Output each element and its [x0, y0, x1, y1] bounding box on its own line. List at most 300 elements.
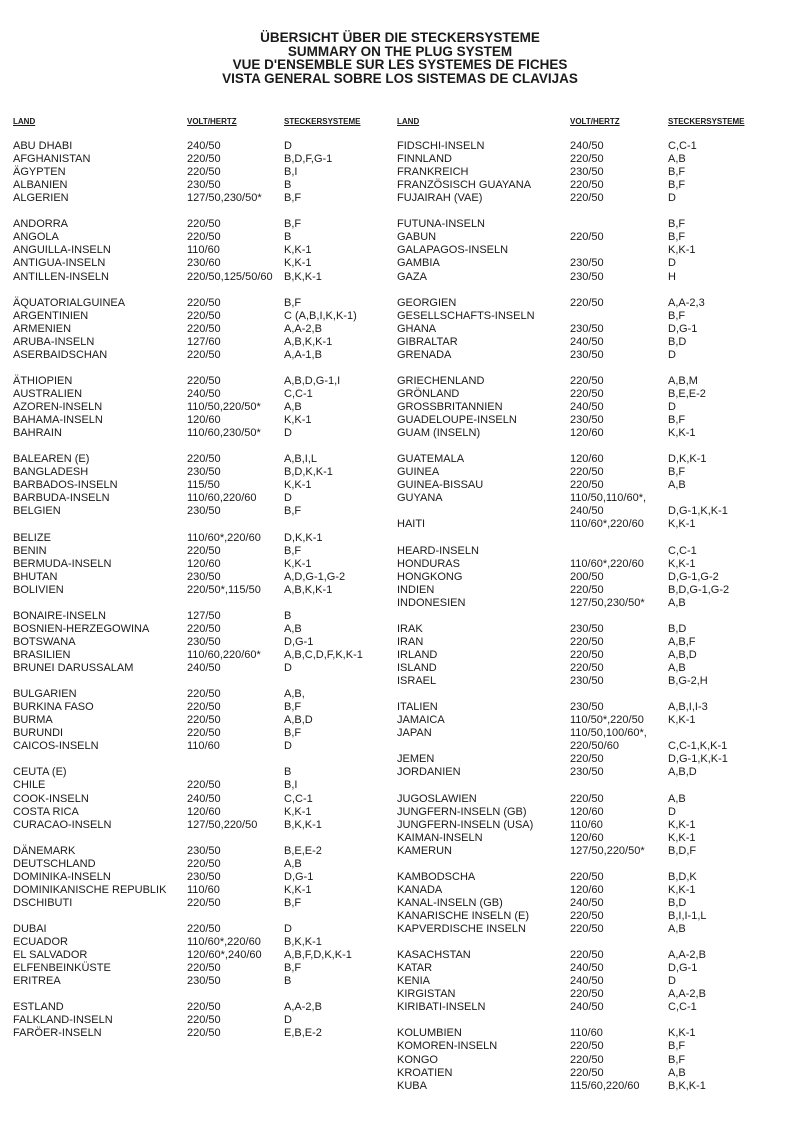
plug-systems: H [668, 270, 676, 283]
voltage-frequency: 110/60 [187, 244, 220, 257]
table-row [0, 740, 800, 753]
voltage-frequency: 220/50 [570, 179, 604, 192]
voltage-frequency: 110/50,100/60*, [570, 727, 647, 740]
plug-systems: E,B,E-2 [284, 1027, 322, 1040]
country-name: BURUNDI [13, 727, 64, 740]
table-row [0, 310, 800, 323]
table-row [0, 140, 800, 153]
voltage-frequency: 120/60 [187, 414, 221, 427]
plug-systems: A,B,D [284, 714, 313, 727]
voltage-frequency: 220/50 [570, 583, 604, 596]
voltage-frequency: 230/60 [187, 257, 221, 270]
plug-systems: A,B [668, 923, 686, 935]
country-name: KOMOREN-INSELN [397, 1040, 498, 1053]
plug-systems: A,B,K,K-1 [284, 335, 333, 348]
country-name: GRENADA [397, 348, 452, 361]
table-row [0, 571, 800, 584]
plug-systems: B,G-2,H [668, 675, 708, 688]
voltage-frequency: 230/50 [570, 701, 604, 714]
country-name: KASACHSTAN [397, 949, 471, 962]
plug-systems: D,G-1,G-2 [668, 570, 719, 583]
plug-systems: A,A-2,B [668, 949, 706, 962]
table-row [0, 793, 800, 806]
plug-systems: B,F [668, 1053, 686, 1066]
plug-systems: A,B [284, 622, 302, 635]
table-row [0, 558, 800, 571]
voltage-frequency: 220/50 [187, 1027, 221, 1040]
plug-systems: A,B [668, 662, 686, 674]
voltage-frequency: 230/50 [187, 870, 221, 883]
country-name: DÄNEMARK [13, 844, 76, 857]
plug-systems: B [284, 609, 292, 622]
country-name: GHANA [397, 322, 437, 335]
plug-systems: B,D,G-1,G-2 [668, 583, 730, 596]
plug-systems: A,B [668, 153, 686, 166]
plug-systems: A,B [668, 596, 686, 609]
country-name: IRAK [397, 622, 423, 635]
table-row [0, 1001, 800, 1014]
voltage-frequency: 110/60 [187, 883, 220, 896]
country-name: ERITREA [13, 975, 61, 988]
country-name: BHUTAN [13, 570, 58, 583]
plug-systems: B,F [284, 505, 302, 518]
table-row [0, 988, 800, 1001]
voltage-frequency: 240/50 [187, 387, 221, 400]
voltage-frequency: 220/50 [187, 688, 221, 701]
plug-systems: D [284, 492, 292, 505]
plug-systems: B [284, 231, 292, 244]
table-row [0, 492, 800, 505]
document-title [0, 31, 800, 85]
plug-systems: B,D,K [668, 870, 697, 883]
voltage-frequency: 115/60,220/60 [570, 1079, 640, 1092]
table-row [0, 518, 800, 531]
plug-systems: A,B,D,G-1,I [284, 374, 341, 387]
country-name: ÄQUATORIALGUINEA [13, 296, 126, 309]
plug-systems: K,K-1 [668, 818, 696, 831]
voltage-frequency: 220/50 [570, 870, 604, 883]
table-row [0, 675, 800, 688]
voltage-frequency: 230/50 [570, 766, 604, 779]
voltage-frequency: 110/50,110/60*, [570, 492, 647, 505]
country-name: FARÖER-INSELN [13, 1027, 102, 1040]
country-name: KIRGISTAN [397, 988, 456, 1001]
voltage-frequency: 220/50 [187, 962, 221, 975]
country-name: AZOREN-INSELN [13, 401, 103, 413]
voltage-frequency: 220/50 [570, 949, 604, 962]
title-line-french: VUE D'ENSEMBLE SUR LES SYSTEMES DE FICHES [232, 57, 568, 72]
country-name: GAMBIA [397, 257, 440, 270]
voltage-frequency: 220/50 [570, 635, 604, 648]
country-name: JUNGFERN-INSELN (GB) [397, 805, 527, 818]
country-name: ASERBAIDSCHAN [13, 348, 108, 361]
country-name: ANGUILLA-INSELN [13, 244, 111, 257]
voltage-frequency: 127/50,220/50* [570, 844, 645, 857]
country-name: ISRAEL [397, 675, 437, 688]
table-row [0, 975, 800, 988]
table-row [0, 1027, 800, 1040]
country-name: JAMAICA [397, 714, 445, 727]
voltage-frequency: 120/60 [570, 883, 604, 896]
title-line-english: SUMMARY ON THE PLUG SYSTEM [287, 43, 513, 59]
voltage-frequency: 220/50 [187, 622, 221, 635]
voltage-frequency: 220/50 [187, 779, 221, 792]
country-name: JUGOSLAWIEN [397, 792, 477, 805]
voltage-frequency: 220/50 [187, 309, 221, 322]
voltage-frequency: 127/50,220/50 [187, 818, 258, 831]
plug-systems: A,A-2,B [284, 322, 322, 335]
table-row [0, 962, 800, 975]
country-name: DSCHIBUTI [13, 896, 73, 909]
country-name: BRUNEI DARUSSALAM [13, 662, 134, 674]
country-name: KUBA [397, 1079, 427, 1092]
plug-systems: B,K,K-1 [668, 1079, 706, 1092]
voltage-frequency: 230/50 [187, 505, 221, 518]
voltage-frequency: 230/50 [187, 179, 221, 192]
voltage-frequency: 200/50 [570, 570, 604, 583]
table-row [0, 1040, 800, 1053]
plug-systems: D [668, 401, 676, 413]
country-name: CURACAO-INSELN [13, 818, 112, 831]
country-name: KAMERUN [397, 844, 453, 857]
voltage-frequency: 240/50 [570, 1001, 604, 1014]
plug-systems: D,G-1 [284, 870, 314, 883]
plug-systems: B,F [284, 218, 302, 231]
country-name: COOK-INSELN [13, 792, 89, 805]
country-name: INDONESIEN [397, 596, 466, 609]
table-row [0, 375, 800, 388]
table-row [0, 192, 800, 205]
voltage-frequency: 220/50 [570, 753, 604, 766]
country-name: KANAL-INSELN (GB) [397, 896, 503, 909]
table-row [0, 884, 800, 897]
plug-systems: A,B [668, 792, 686, 805]
voltage-frequency: 230/50 [187, 975, 221, 988]
voltage-frequency: 220/50 [187, 857, 221, 870]
voltage-frequency: 230/50 [570, 322, 604, 335]
voltage-frequency: 220/50 [570, 466, 604, 479]
plug-systems: K,K-1 [668, 518, 696, 531]
table-row [0, 388, 800, 401]
country-name: FALKLAND-INSELN [13, 1014, 113, 1027]
table-row [0, 806, 800, 819]
plug-systems: B,K,K-1 [284, 818, 322, 831]
table-row [0, 297, 800, 310]
country-name: BELGIEN [13, 505, 61, 518]
plug-systems: D [668, 975, 676, 988]
plug-systems: B,F [668, 309, 686, 322]
plug-systems: A,B,D [668, 766, 697, 779]
country-name: FIDSCHI-INSELN [397, 140, 485, 152]
table-row [0, 610, 800, 623]
voltage-frequency: 220/50 [187, 166, 221, 179]
voltage-frequency: 230/50 [187, 635, 221, 648]
plug-systems: D [668, 348, 676, 361]
country-name: FINNLAND [397, 153, 453, 166]
voltage-frequency: 220/50/60 [570, 740, 619, 753]
voltage-frequency: 240/50 [570, 505, 604, 518]
country-name: EL SALVADOR [13, 949, 88, 962]
plug-systems: K,K-1 [668, 244, 696, 257]
country-name: KANARISCHE INSELN (E) [397, 909, 530, 922]
voltage-frequency: 240/50 [187, 140, 221, 152]
voltage-frequency: 230/50 [187, 570, 221, 583]
country-name: ELFENBEINKÜSTE [13, 962, 111, 975]
table-row [0, 688, 800, 701]
voltage-frequency: 110/50,220/50* [187, 401, 261, 413]
table-row [0, 505, 800, 518]
table-row [0, 727, 800, 740]
voltage-frequency: 110/60 [570, 1027, 603, 1040]
country-name: ÄGYPTEN [13, 166, 66, 179]
table-row [0, 532, 800, 545]
table-row [0, 271, 800, 284]
plug-systems: B [284, 975, 292, 988]
voltage-frequency: 220/50 [570, 153, 604, 166]
voltage-frequency: 220/50 [570, 387, 604, 400]
plug-systems: D,K,K-1 [284, 531, 323, 544]
table-row [0, 466, 800, 479]
plug-systems: A,A-1,B [284, 348, 322, 361]
country-name: HONGKONG [397, 570, 463, 583]
voltage-frequency: 220/50 [187, 348, 221, 361]
voltage-frequency: 120/60*,240/60 [187, 949, 262, 962]
country-name: FRANKREICH [397, 166, 469, 179]
plug-systems: D,G-1 [284, 635, 314, 648]
plug-systems: K,K-1 [668, 831, 696, 844]
country-name: JORDANIEN [397, 766, 461, 779]
country-name: JUNGFERN-INSELN (USA) [397, 818, 534, 831]
voltage-frequency: 220/50 [187, 218, 221, 231]
voltage-frequency: 220/50 [570, 1066, 604, 1079]
plug-systems: C,C-1 [668, 1001, 697, 1014]
table-row [0, 545, 800, 558]
table-row [0, 819, 800, 832]
voltage-frequency: 230/50 [187, 844, 221, 857]
country-name: BELIZE [13, 531, 51, 544]
voltage-frequency: 220/50 [187, 727, 221, 740]
plug-systems: B,E,E-2 [284, 844, 322, 857]
plug-systems: A,A-2,3 [668, 296, 705, 309]
voltage-frequency: 220/50 [570, 231, 604, 244]
country-name: KAMBODSCHA [397, 870, 476, 883]
left-header-volt: VOLT/HERTZ [187, 117, 237, 126]
country-name: FUJAIRAH (VAE) [397, 192, 483, 205]
country-name: KAPVERDISCHE INSELN [397, 923, 526, 935]
table-row [0, 701, 800, 714]
country-name: HEARD-INSELN [397, 544, 479, 557]
plug-systems: B,D,K,K-1 [284, 466, 333, 479]
voltage-frequency: 230/50 [570, 414, 604, 427]
voltage-frequency: 120/60 [570, 805, 604, 818]
table-row [0, 845, 800, 858]
table-row [0, 1067, 800, 1080]
plug-systems: D [284, 427, 292, 440]
country-name: ALGERIEN [13, 192, 69, 205]
plug-systems: A,B [668, 1066, 686, 1079]
voltage-frequency: 120/60 [570, 453, 604, 466]
voltage-frequency: 110/60 [187, 740, 220, 753]
plug-systems: A,B [668, 479, 686, 492]
country-name: ALBANIEN [13, 179, 68, 192]
plug-systems: D [668, 192, 676, 205]
voltage-frequency: 220/50 [187, 374, 221, 387]
plug-systems: B,D [668, 896, 687, 909]
plug-systems: D,G-1 [668, 962, 698, 975]
voltage-frequency: 220/50 [570, 1040, 604, 1053]
table-row [0, 832, 800, 845]
table-row [0, 858, 800, 871]
voltage-frequency: 220/50 [570, 374, 604, 387]
table-row [0, 349, 800, 362]
plug-systems: K,K-1 [284, 805, 312, 818]
country-name: ARUBA-INSELN [13, 335, 95, 348]
plug-systems: K,K-1 [284, 883, 312, 896]
voltage-frequency: 220/50 [187, 923, 221, 935]
country-name: GESELLSCHAFTS-INSELN [397, 309, 535, 322]
plug-systems: K,K-1 [284, 414, 312, 427]
voltage-frequency: 230/50 [570, 257, 604, 270]
voltage-frequency: 220/50 [187, 296, 221, 309]
country-name: ISLAND [397, 662, 437, 674]
plug-systems: B,F [284, 962, 302, 975]
plug-systems: K,K-1 [668, 1027, 696, 1040]
voltage-frequency: 230/50 [187, 466, 221, 479]
voltage-frequency: 110/60,220/60* [187, 648, 261, 661]
country-name: BULGARIEN [13, 688, 77, 701]
voltage-frequency: 110/50*,220/50 [570, 714, 644, 727]
plug-systems: B,F [668, 231, 686, 244]
plug-systems: B,F [284, 701, 302, 714]
country-name: GUINEA [397, 466, 440, 479]
voltage-frequency: 110/60*,220/60 [570, 518, 644, 531]
plug-systems: D [284, 740, 292, 753]
country-name: ESTLAND [13, 1001, 64, 1014]
plug-systems: D,G-1,K,K-1 [668, 753, 728, 766]
voltage-frequency: 240/50 [570, 335, 604, 348]
title-line-german: ÜBERSICHT ÜBER DIE STECKERSYSTEME [260, 30, 540, 45]
voltage-frequency: 110/60*,220/60 [187, 936, 261, 949]
country-name: KOLUMBIEN [397, 1027, 462, 1040]
country-name: GUATEMALA [397, 453, 465, 466]
country-name: AUSTRALIEN [13, 387, 83, 400]
plug-systems: B,I [284, 166, 298, 179]
country-name: JAPAN [397, 727, 432, 740]
voltage-frequency: 115/50 [187, 479, 220, 492]
country-name: BALEAREN (E) [13, 453, 90, 466]
country-name: BOTSWANA [13, 635, 76, 648]
country-name: DOMINIKANISCHE REPUBLIK [13, 883, 167, 896]
table-row [0, 584, 800, 597]
country-name: AFGHANISTAN [13, 153, 91, 166]
voltage-frequency: 220/50 [187, 322, 221, 335]
plug-systems: A,A-2,B [284, 1001, 322, 1014]
country-name: INDIEN [397, 583, 435, 596]
country-name: BANGLADESH [13, 466, 89, 479]
country-name: BAHAMA-INSELN [13, 414, 103, 427]
table-row [0, 949, 800, 962]
country-name: BURKINA FASO [13, 701, 94, 714]
plug-systems: B,F [668, 1040, 686, 1053]
table-row [0, 766, 800, 779]
country-name: DUBAI [13, 923, 47, 935]
voltage-frequency: 230/50 [570, 166, 604, 179]
left-header-land: LAND [13, 117, 36, 126]
voltage-frequency: 220/50 [570, 662, 604, 674]
plug-systems: C,C-1 [284, 792, 313, 805]
table-row [0, 623, 800, 636]
plug-systems: A,B,D [668, 648, 697, 661]
plug-systems: A,B [284, 857, 302, 870]
table-row [0, 1080, 800, 1093]
country-name: BAHRAIN [13, 427, 62, 440]
country-name: DEUTSCHLAND [13, 857, 96, 870]
voltage-frequency: 127/50,230/50* [570, 596, 645, 609]
country-name: CEUTA (E) [13, 766, 67, 779]
voltage-frequency: 110/60*,220/60 [187, 531, 261, 544]
voltage-frequency: 127/50 [187, 609, 221, 622]
plug-systems: B,F [284, 896, 302, 909]
voltage-frequency: 220/50 [187, 1014, 221, 1027]
table-row [0, 1054, 800, 1067]
country-name: BARBUDA-INSELN [13, 492, 110, 505]
voltage-frequency: 110/60,220/60 [187, 492, 257, 505]
table-row [0, 453, 800, 466]
plug-systems: B,D [668, 622, 687, 635]
voltage-frequency: 220/50 [570, 479, 604, 492]
plug-systems: K,K-1 [668, 557, 696, 570]
table-row [0, 401, 800, 414]
plug-systems: K,K-1 [668, 883, 696, 896]
country-name: KONGO [397, 1053, 438, 1066]
plug-systems: C,C-1,K,K-1 [668, 740, 728, 753]
table-row [0, 323, 800, 336]
plug-systems: A,B,K,K-1 [284, 583, 333, 596]
country-name: GROSSBRITANNIEN [397, 401, 503, 413]
plug-systems: B,F [284, 192, 302, 205]
voltage-frequency: 230/50 [570, 675, 604, 688]
table-row [0, 479, 800, 492]
table-row [0, 231, 800, 244]
voltage-frequency: 230/50 [570, 348, 604, 361]
table-row [0, 662, 800, 675]
voltage-frequency: 240/50 [570, 896, 604, 909]
voltage-frequency: 220/50 [570, 988, 604, 1001]
voltage-frequency: 240/50 [570, 401, 604, 413]
voltage-frequency: 220/50*,115/50 [187, 583, 261, 596]
country-name: GUYANA [397, 492, 443, 505]
table-row [0, 336, 800, 349]
country-name: CAICOS-INSELN [13, 740, 99, 753]
country-name: ECUADOR [13, 936, 69, 949]
country-name: KIRIBATI-INSELN [397, 1001, 486, 1014]
country-name: BOSNIEN-HERZEGOWINA [13, 622, 150, 635]
country-name: GAZA [397, 270, 427, 283]
voltage-frequency: 240/50 [570, 140, 604, 152]
country-name: GUINEA-BISSAU [397, 479, 484, 492]
voltage-frequency: 127/60 [187, 335, 221, 348]
plug-systems: B,F [668, 218, 686, 231]
plug-systems: A,B,M [668, 374, 698, 387]
voltage-frequency: 120/60 [187, 805, 221, 818]
plug-systems: A,B,F [668, 635, 696, 648]
plug-systems: B,D,F [668, 844, 697, 857]
voltage-frequency: 220/50,125/50/60 [187, 270, 273, 283]
country-name: ARGENTINIEN [13, 309, 89, 322]
country-name: BARBADOS-INSELN [13, 479, 118, 492]
plug-systems: A,D,G-1,G-2 [284, 570, 346, 583]
country-name: ANTILLEN-INSELN [13, 270, 109, 283]
